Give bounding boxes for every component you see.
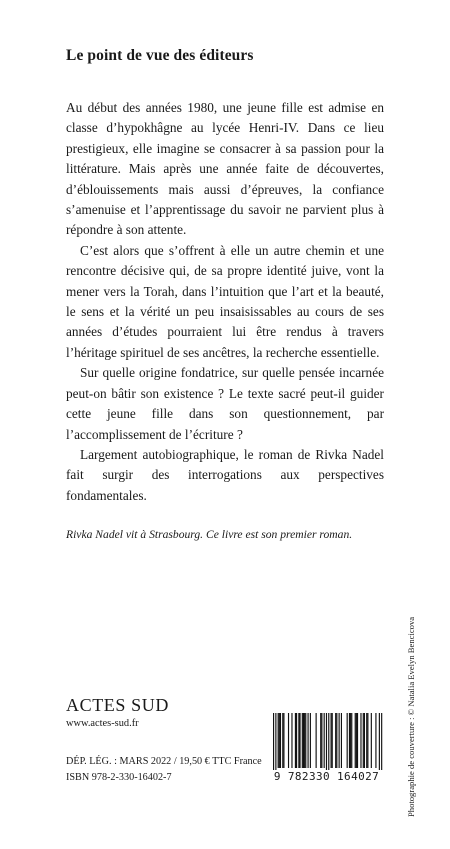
barcode-bar [366,713,367,768]
barcode-bar [349,713,350,768]
publisher-logo: ACTES SUD [66,695,169,715]
barcode-digits: 9 782330 164027 [264,770,389,783]
barcode-bar [278,713,279,768]
barcode-bar [381,713,382,773]
author-bio: Rivka Nadel vit à Strasbourg. Ce livre est son premier roman. [66,528,353,541]
barcode-bar [321,713,322,768]
barcode-bar [308,713,309,768]
blurb-paragraph-2: C’est alors que s’offrent à elle un autre chemin et une rencontre décisive qui, de sa propre identité juive, vont la mener vers la Torah, dans l’intuition que l’art et la beauté, le sens et la vérité un peu insaisissables au cours de ses années d’études pourraient lui être rendus à travers l’héritage spirituel de ses ancêtres, la recherche essentielle. [66,242,384,360]
barcode-bar [279,713,280,768]
barcode-bar [275,713,276,773]
barcode-bar [367,713,368,768]
barcode-bar [303,713,304,768]
barcode-bar [326,713,327,773]
barcode-bar [356,713,357,768]
barcode-bar [332,713,333,768]
barcode-bar [351,713,352,768]
barcode-bar [273,713,274,773]
barcode-bar [288,713,289,768]
blurb [66,98,384,506]
barcode-bar [282,713,283,768]
barcode-bar [341,713,342,768]
barcode-bar [295,713,296,768]
barcode-bar [320,713,321,768]
barcode-bar [364,713,365,768]
photo-credit: Photographie de couverture : © Natalia Evelyn Bencicova [406,616,416,817]
barcode-bar [347,713,348,768]
barcode [264,713,389,785]
barcode-bar [283,713,284,768]
barcode-bar [336,713,337,768]
barcode-bar [350,713,351,768]
barcode-bar [357,713,358,768]
barcode-bar [304,713,305,768]
barcode-bar [298,713,299,768]
barcode-bar [324,713,325,768]
blurb-paragraph-4: Largement autobiographique, le roman de Rivka Nadel fait surgir des interrogations aux perspectives fondamentales. [66,446,384,503]
barcode-bar [363,713,364,768]
publisher-url[interactable]: www.actes-sud.fr [66,718,139,729]
barcode-bar [339,713,340,768]
barcode-bar [379,713,380,773]
blurb-paragraph-3: Sur quelle origine fondatrice, sur quelle pensée incarnée peut-on bâtir son existence ? Le texte sacré peut-il guider cette jeune fille dans son questionnement, par l’accomplissement de l’écriture ? [66,365,384,442]
barcode-bar [355,713,356,768]
barcode-bar [296,713,297,768]
barcode-bar [305,713,306,768]
barcode-bar [360,713,361,768]
barcode-bar [371,713,372,768]
barcode-bar [375,713,376,768]
barcode-bar [335,713,336,768]
blurb-paragraph-1: Au début des années 1980, une jeune fille est admise en classe d’hypokhâgne au lycée Henri-IV. Dans ce lieu prestigieux, elle imagine se consacrer à sa passion pour la littérature. Mais après une année faite de découvertes, d’éblouissements mais aussi d’épreuves, la confiance s’amenuise et l’apprentissage du savoir ne parvient plus à répondre à son attente. [66,100,384,238]
barcode-bar [291,713,292,768]
barcode-bar [302,713,303,768]
isbn: ISBN 978-2-330-16402-7 [66,771,172,783]
section-heading: Le point de vue des éditeurs [66,47,254,64]
barcode-bar [316,713,317,768]
barcode-bar [328,713,329,773]
barcode-bar [331,713,332,768]
barcode-bar [310,713,311,768]
legal-info [66,754,262,785]
legal-deposit: DÉP. LÉG. : MARS 2022 / 19,50 € TTC France [66,756,262,767]
barcode-bar [299,713,300,768]
barcode-bar [280,713,281,768]
barcode-bars [264,713,389,773]
